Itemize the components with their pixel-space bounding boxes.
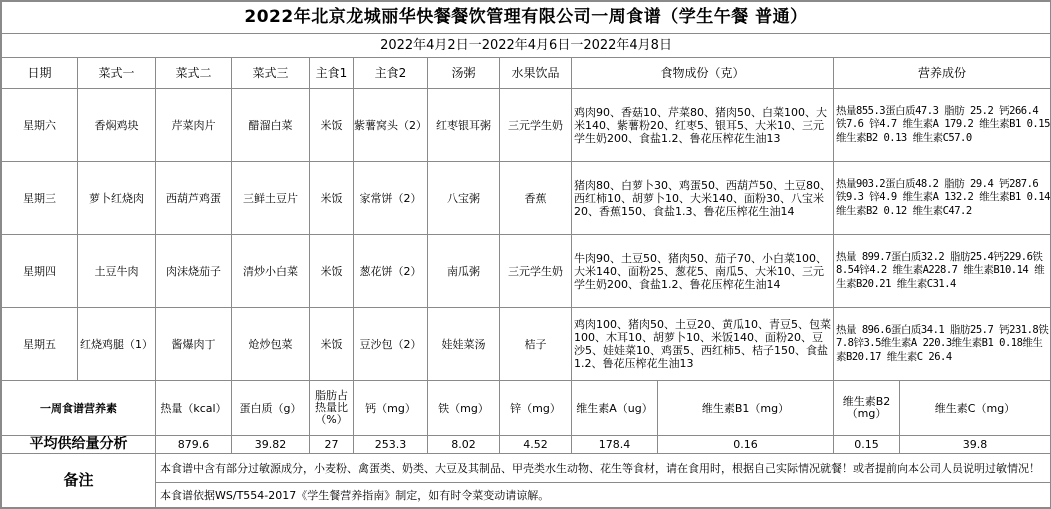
ingredients-cell: 鸡肉90、香菇10、芹菜80、猪肉50、白菜100、大米140、紫薯粉20、红枣5、银耳5、大米10、三元学生奶200、食盐1.2、鲁花压榨花生油13 (572, 89, 834, 162)
staple-cell: 米饭 (310, 89, 354, 162)
fruit-cell: 三元学生奶 (500, 235, 572, 308)
average-value: 0.16 (658, 436, 834, 454)
page-title: 2022年北京龙城丽华快餐餐饮管理有限公司一周食谱（学生午餐 普通） (2, 2, 1051, 34)
dish-cell: 三鲜土豆片 (232, 162, 310, 235)
dish-cell: 土豆牛肉 (78, 235, 156, 308)
soup-cell: 娃娃菜汤 (428, 308, 500, 381)
header-cell: 汤粥 (428, 58, 500, 89)
ingredients-cell: 鸡肉100、猪肉50、土豆20、黄瓜10、青豆5、包菜100、木耳10、胡萝卜10、米饭140、面粉20、豆沙5、娃娃菜10、鸡蛋5、西红柿5、桔子150、食盐1.2、鲁花压榨花生油13 (572, 308, 834, 381)
guideline-note: 本食谱依据WS/T554-2017《学生餐营养指南》制定，如有时令菜变动请谅解。 (156, 483, 1051, 508)
average-value: 178.4 (572, 436, 658, 454)
nutrient-header: 维生素C（mg） (900, 381, 1051, 436)
nutrient-header: 维生素A（ug） (572, 381, 658, 436)
fruit-cell: 桔子 (500, 308, 572, 381)
header-cell: 主食2 (354, 58, 428, 89)
nutrient-header: 维生素B2（mg） (834, 381, 900, 436)
day-cell: 星期五 (2, 308, 78, 381)
fruit-cell: 三元学生奶 (500, 89, 572, 162)
header-cell: 日期 (2, 58, 78, 89)
dish-cell: 酱爆肉丁 (156, 308, 232, 381)
note-row (2, 483, 1051, 508)
nutrition-cell: 热量903.2蛋白质48.2 脂肪 29.4 钙287.6 铁9.3 锌4.9 维生素A 132.2 维生素B1 0.14 维生素B2 0.12 维生素C47.2 (834, 162, 1051, 235)
nutrient-header: 锌（mg） (500, 381, 572, 436)
nutrient-header: 钙（mg） (354, 381, 428, 436)
day-cell: 星期六 (2, 89, 78, 162)
allergen-note: 本食谱中含有部分过敏源成分，小麦粉、禽蛋类、奶类、大豆及其制品、甲壳类水生动物、花生等食材，请在食用时，根据自己实际情况就餐！或者提前向本公司人员说明过敏情况！ (156, 454, 1051, 483)
dish-cell: 清炒小白菜 (232, 235, 310, 308)
nutrition-cell: 热量 896.6蛋白质34.1 脂肪25.7 钙231.8铁7.8锌3.5维生素A 220.3维生素B1 0.18维生素B20.17 维生素C 26.4 (834, 308, 1051, 381)
average-label: 平均供给量分析 (2, 436, 156, 454)
average-value: 39.82 (232, 436, 310, 454)
dish-cell: 炝炒包菜 (232, 308, 310, 381)
day-row (2, 162, 1051, 235)
header-cell: 食物成份（克） (572, 58, 834, 89)
average-value: 879.6 (156, 436, 232, 454)
day-row (2, 235, 1051, 308)
ingredients-cell: 猪肉80、白萝卜30、鸡蛋50、西葫芦50、土豆80、西红柿10、胡萝卜10、大米140、面粉30、八宝米20、香蕉150、食盐1.3、鲁花压榨花生油14 (572, 162, 834, 235)
staple-cell: 米饭 (310, 235, 354, 308)
summary-table (1, 380, 1051, 508)
date-range: 2022年4月2日一2022年4月6日一2022年4月8日 (2, 34, 1051, 58)
weekly-label: 一周食谱营养素 (2, 381, 156, 436)
dish-cell: 红烧鸡腿（1） (78, 308, 156, 381)
nutrient-header: 维生素B1（mg） (658, 381, 834, 436)
nutrient-header: 铁（mg） (428, 381, 500, 436)
average-value: 0.15 (834, 436, 900, 454)
nutrition-cell: 热量 899.7蛋白质32.2 脂肪25.4钙229.6铁8.54锌4.2 维生素A228.7 维生素B10.14 维生素B20.21 维生素C31.4 (834, 235, 1051, 308)
day-cell: 星期四 (2, 235, 78, 308)
dish-cell: 醋溜白菜 (232, 89, 310, 162)
nutrient-header: 热量（kcal） (156, 381, 232, 436)
nutrient-header: 蛋白质（g） (232, 381, 310, 436)
average-value: 8.02 (428, 436, 500, 454)
dish-cell: 西葫芦鸡蛋 (156, 162, 232, 235)
day-row (2, 308, 1051, 381)
staple-cell: 米饭 (310, 162, 354, 235)
dish-cell: 萝卜红烧肉 (78, 162, 156, 235)
day-row (2, 89, 1051, 162)
staple-cell: 豆沙包（2） (354, 308, 428, 381)
fruit-cell: 香蕉 (500, 162, 572, 235)
dish-cell: 肉沫烧茄子 (156, 235, 232, 308)
staple-cell: 紫薯窝头（2） (354, 89, 428, 162)
average-value: 39.8 (900, 436, 1051, 454)
header-row (2, 58, 1051, 89)
dish-cell: 芹菜肉片 (156, 89, 232, 162)
header-cell: 营养成份 (834, 58, 1051, 89)
header-cell: 菜式三 (232, 58, 310, 89)
staple-cell: 家常饼（2） (354, 162, 428, 235)
note-row (2, 454, 1051, 483)
average-row (2, 436, 1051, 454)
header-cell: 主食1 (310, 58, 354, 89)
dish-cell: 香焖鸡块 (78, 89, 156, 162)
nutrient-header: 脂肪占热量比（%） (310, 381, 354, 436)
staple-cell: 米饭 (310, 308, 354, 381)
average-value: 27 (310, 436, 354, 454)
header-cell: 菜式一 (78, 58, 156, 89)
average-value: 4.52 (500, 436, 572, 454)
soup-cell: 红枣银耳粥 (428, 89, 500, 162)
header-cell: 水果饮品 (500, 58, 572, 89)
day-cell: 星期三 (2, 162, 78, 235)
weekly-nutrient-row (2, 381, 1051, 436)
notes-label: 备注 (2, 454, 156, 508)
menu-table (1, 1, 1051, 381)
staple-cell: 葱花饼（2） (354, 235, 428, 308)
nutrition-cell: 热量855.3蛋白质47.3 脂肪 25.2 钙266.4 铁7.6 锌4.7 维生素A 179.2 维生素B1 0.15 维生素B2 0.13 维生素C57.0 (834, 89, 1051, 162)
soup-cell: 八宝粥 (428, 162, 500, 235)
soup-cell: 南瓜粥 (428, 235, 500, 308)
average-value: 253.3 (354, 436, 428, 454)
ingredients-cell: 牛肉90、土豆50、猪肉50、茄子70、小白菜100、大米140、面粉25、葱花5、南瓜5、大米10、三元学生奶200、食盐1.2、鲁花压榨花生油14 (572, 235, 834, 308)
header-cell: 菜式二 (156, 58, 232, 89)
